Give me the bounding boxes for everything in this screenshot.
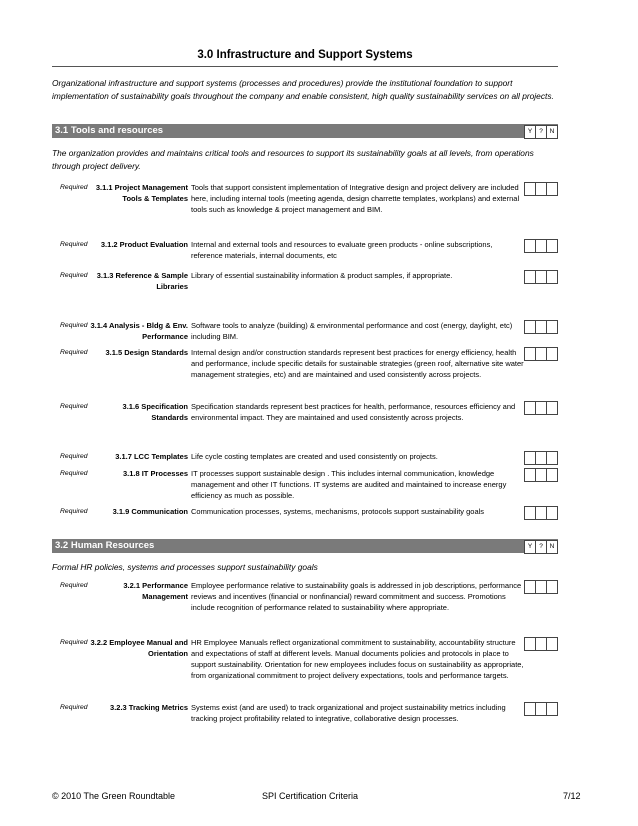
no-checkbox[interactable] bbox=[546, 506, 558, 520]
section-bar-3-1 bbox=[52, 124, 558, 138]
required-label: Required bbox=[60, 322, 88, 329]
ynq-checkboxes bbox=[525, 401, 558, 415]
no-column-label: N bbox=[546, 540, 558, 554]
criteria-label: 3.2.2 Employee Manual and Orientation bbox=[90, 638, 188, 658]
required-label: Required bbox=[60, 184, 88, 191]
criteria-label: 3.1.3 Reference & Sample Libraries bbox=[96, 271, 188, 291]
no-checkbox[interactable] bbox=[546, 320, 558, 334]
required-label: Required bbox=[60, 508, 88, 515]
no-checkbox[interactable] bbox=[546, 451, 558, 465]
ynq-checkboxes bbox=[525, 702, 558, 716]
required-label: Required bbox=[60, 272, 88, 279]
criteria-label: 3.1.8 IT Processes bbox=[122, 469, 188, 478]
page-title: 3.0 Infrastructure and Support Systems bbox=[197, 49, 413, 61]
footer-page-number: 7/12 bbox=[563, 791, 581, 801]
ynq-checkboxes bbox=[525, 580, 558, 594]
required-label: Required bbox=[60, 403, 88, 410]
criteria-description: Tools that support consistent implementation of Integrative design and project delivery are included here, including internal tools (meeting agenda, design charrette templates, workplans) and external tools such as knowledge & project management and BIM. bbox=[191, 183, 520, 214]
footer-copyright: © 2010 The Green Roundtable bbox=[52, 791, 176, 801]
criteria-description: Communication processes, systems, mechanisms, protocols support sustainability goals bbox=[191, 507, 485, 516]
criteria-description: Internal design and/or construction standards represent best practices for energy efficiency, health and performance, include specific details for sustainable strategies (green roof, alternative site water management strategies, etc) and are maintained and used consistently across projects. bbox=[191, 348, 524, 379]
criteria-label: 3.1.4 Analysis - Bldg & Env. Performance bbox=[90, 321, 188, 341]
title-rule bbox=[52, 66, 558, 67]
yes-column-label: Y bbox=[524, 125, 536, 139]
ynq-checkboxes bbox=[525, 506, 558, 520]
no-checkbox[interactable] bbox=[546, 702, 558, 716]
no-checkbox[interactable] bbox=[546, 182, 558, 196]
criteria-label: 3.1.9 Communication bbox=[112, 507, 188, 516]
required-label: Required bbox=[60, 582, 88, 589]
required-label: Required bbox=[60, 241, 88, 248]
page-intro: Organizational infrastructure and support systems (processes and procedures) provide the institutional foundation to support implementation of sustainability goals throughout the company and enable consistent, high quality sustainability services on all projects. bbox=[52, 78, 554, 101]
required-label: Required bbox=[60, 470, 88, 477]
no-checkbox[interactable] bbox=[546, 468, 558, 482]
criteria-label: 3.2.1 Performance Management bbox=[123, 581, 188, 601]
required-label: Required bbox=[60, 704, 88, 711]
footer-document-name: SPI Certification Criteria bbox=[262, 791, 359, 801]
criteria-description: Library of essential sustainability information & product samples, if appropriate. bbox=[191, 271, 453, 280]
ynq-header bbox=[525, 124, 558, 138]
criteria-description: Systems exist (and are used) to track organizational and project sustainability metrics including tracking project profitability related to integrative, collaborative design processes. bbox=[191, 703, 506, 723]
required-label: Required bbox=[60, 639, 88, 646]
ynq-checkboxes bbox=[525, 182, 558, 196]
required-label: Required bbox=[60, 453, 88, 460]
unsure-column-label: ? bbox=[535, 540, 547, 554]
criteria-label: 3.1.6 Specification Standards bbox=[122, 402, 188, 422]
criteria-label: 3.1.2 Product Evaluation bbox=[100, 240, 188, 249]
criteria-label: 3.1.5 Design Standards bbox=[105, 348, 188, 357]
section-bar-3-2 bbox=[52, 539, 558, 553]
criteria-label: 3.1.7 LCC Templates bbox=[115, 452, 188, 461]
ynq-checkboxes bbox=[525, 239, 558, 253]
section-intro: The organization provides and maintains critical tools and resources to support its sustainability goals at all levels, from operations through project delivery. bbox=[52, 148, 534, 171]
unsure-column-label: ? bbox=[535, 125, 547, 139]
ynq-checkboxes bbox=[525, 270, 558, 284]
no-column-label: N bbox=[546, 125, 558, 139]
section-title: 3.2 Human Resources bbox=[55, 540, 155, 551]
ynq-checkboxes bbox=[525, 637, 558, 651]
required-label: Required bbox=[60, 349, 88, 356]
criteria-label: 3.1.1 Project Management Tools & Templates bbox=[95, 183, 188, 203]
no-checkbox[interactable] bbox=[546, 580, 558, 594]
section-intro: Formal HR policies, systems and processes support sustainability goals bbox=[52, 562, 318, 572]
ynq-checkboxes bbox=[525, 347, 558, 361]
criteria-description: Life cycle costing templates are created and used consistently on projects. bbox=[191, 452, 438, 461]
criteria-description: IT processes support sustainable design . This includes internal communication, knowledge management and other IT functions. IT systems are audited and maintained to increase energy efficiency as much as possible. bbox=[191, 469, 507, 500]
no-checkbox[interactable] bbox=[546, 347, 558, 361]
criteria-description: HR Employee Manuals reflect organizational commitment to sustainability, accountability structure and expectations of staff at different levels. Manual documents policies and protocols in place to support sustainability. Orientation for new employees includes focus on sustainability as appropriate, from organizational commitment to project delivery expectations, tools and performance targets. bbox=[191, 638, 524, 680]
criteria-description: Employee performance relative to sustainability goals is addressed in job descriptions, performance reviews and incentives (financial or nonfinancial) reward commitment and success. Promotions include recognition of performance related to sustainability where appropriate. bbox=[191, 581, 522, 612]
ynq-checkboxes bbox=[525, 451, 558, 465]
criteria-description: Specification standards represent best practices for health, performance, resources efficiency and environmental impact. They are maintained and used consistently across projects. bbox=[191, 402, 516, 422]
criteria-description: Internal and external tools and resources to evaluate green products - online subscriptions, reference materials, internal documents, etc bbox=[191, 240, 493, 260]
no-checkbox[interactable] bbox=[546, 401, 558, 415]
criteria-label: 3.2.3 Tracking Metrics bbox=[110, 703, 188, 712]
yes-column-label: Y bbox=[524, 540, 536, 554]
section-title: 3.1 Tools and resources bbox=[55, 125, 164, 136]
criteria-description: Software tools to analyze (building) & environmental performance and cost (energy, daylight, etc) including BIM. bbox=[191, 321, 513, 341]
ynq-checkboxes bbox=[525, 468, 558, 482]
no-checkbox[interactable] bbox=[546, 239, 558, 253]
no-checkbox[interactable] bbox=[546, 270, 558, 284]
ynq-header bbox=[525, 539, 558, 553]
ynq-checkboxes bbox=[525, 320, 558, 334]
no-checkbox[interactable] bbox=[546, 637, 558, 651]
